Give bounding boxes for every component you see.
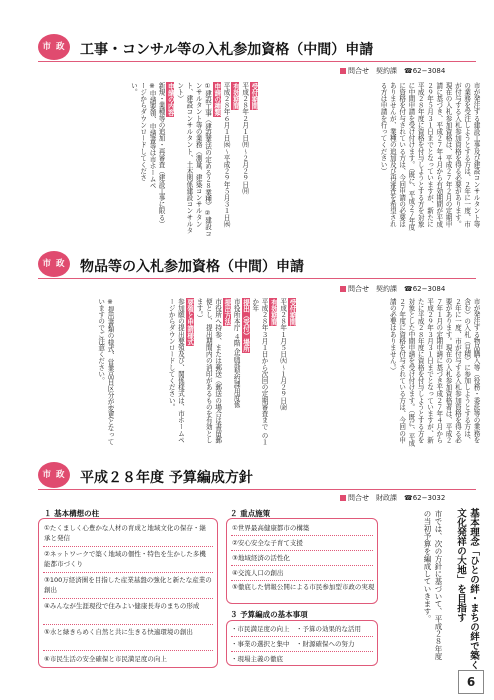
value-valid-period: 平成２８年３月１日から次回の定期審査まで の１か年 [250,298,269,446]
value-valid-period: 平成２８年６月１日㈬〜平成２９年５月３１日㈬ [222,82,231,228]
section-header [38,255,476,279]
info-block [118,298,296,448]
box-title: ２ 重点施策 [230,509,271,518]
box-title: ３ 予算編成の基本事項 [230,610,308,619]
section-body: 市が発注する建設工事及び建設コンサルタント等の業務を受注しようとする方は、２年に一度、市が付与する入札参加資格を得る必要があります。現在の入札参加資格は、平成２７年２月の定期申請に基づき、平成２７年４月から有効期間が平成２９年５月３１日までとなっていますが、新たに平成２８年度に資格を付与しようとする方を対象に中間申請を受け付けます。（既に、平成２７年度に資格を付与されている方は、今回申請の必要はありませんが、業種の追加及び再審査を希望される方は申請を行ってください） [379,82,480,231]
list-item: ④交流人口の創出 [232,569,284,577]
section-body: 市では、次の方針に基づいて、平成２８年度の当初予算を編成していきます。 [423,510,443,660]
square-icon [340,68,346,74]
value-guidelines: 参加願の提出要領及び、関係様式は、市ホームページからダウンロードしてください。 [167,298,185,444]
list-item: ④みんなが生涯現役で住みよい健康長寿のまちの形成 [44,602,200,610]
contact-info: 問合せ 契約課 ☎62−3084 [340,66,445,76]
section-title: 工事・コンサル等の入札参加資格（中間）申請 [80,42,374,58]
list-item: ①たくましく心豊かな人材の育成と地域文化の保存・継承と発信 [44,524,206,542]
label-application-content: 申請の内容 [166,83,175,116]
list-item: ・現場主義の徹底 [231,655,283,663]
label-submission-method: 提出方法 [222,299,231,326]
list-item: ⑤水と緑きらめく自然と共に生きる快適環境の創出 [44,628,193,636]
list-item: ②ネットワークで築く地域の個性・特色を生かした多機能都市づくり [44,550,206,568]
section-body: 市が発注する物品購入等（役務・委託等の業務を含む）の入札（見積）に参加しようとする方は、２年に一度、市が付与する入札参加資格を得る必要があります。現在の入札参加資格者は、平成２７年１月の定期申請に基づき平成２７年４月から平成２９年３月３１日までとなっていますが、新たに平成２８年度に資格を付与しようとする方を対象とした中間申請を受け付けます。（既に、平成２７年度に資格を付与されている方は、今回の申請の必要はありません。） [388,298,480,447]
list-item: ②安心安全な子育て支援 [232,539,303,547]
section-title: 平成２８年度 予算編成方針 [80,470,253,486]
category-badge: 市 政 [38,34,70,60]
value-submission-place: 市役所本庁 ４階 企画部契約課用度係 [232,298,241,408]
list-item: ⑥市民生活の安全確保と市民満足度の向上 [44,655,167,663]
box-title: １ 基本構想の柱 [44,509,100,518]
label-reception-period: 受付期間 [288,299,296,326]
basic-philosophy: 基本理念「ひとの絆・まちの絆で築く文化発祥の大地」を目指す [455,508,479,670]
square-icon [340,495,346,501]
list-item: ⑤徹底した情報公開による市民参加型市政の実現 [232,583,375,591]
note: ※申請要領、申請書等は市ホームページからダウンロードしてください。 [129,82,156,189]
list-item: ・市民満足度の向上 ・予算の効果的な活用 [231,625,361,633]
label-application-type: 申請の種類 [212,83,221,116]
label-reception-period: 受付期間 [250,83,258,110]
category-badge: 市 政 [38,462,70,488]
budget-basics-box [226,620,378,666]
label-valid-period: 有効期間 [269,299,278,326]
section-title: 物品等の入札参加資格（中間）申請 [80,259,304,275]
value-reception-period: 平成２８年１月５日㈫〜１月２９日㈮ [278,298,287,411]
value-application-content: 新規・業種等の追加・再審査（建設工事に限る） [157,82,166,228]
section-header [38,38,476,62]
policy-pillars-box [38,518,218,668]
value-reception-period: 平成２８年２月１日㈪〜２月２９日㈪ [240,82,249,195]
label-submission-place: 提出（受付）場所 [241,299,250,352]
section-header [38,466,476,490]
list-item: ・事業の選択と集中 ・財源確保への努力 [231,640,355,648]
square-icon [340,286,346,292]
page-number: 6 [458,670,484,694]
list-item: ①世界最高健康都市の構築 [232,524,310,532]
list-item: ③100万経済圏を目指した産業基盤の強化と新たな産業の創出 [44,576,212,594]
priority-measures-box [226,518,378,604]
label-guidelines: 要領と申請様式 [185,299,194,346]
note: ※提出書類の様式、営業品目区分が変更となっていますのでご注意ください。 [96,298,114,445]
list-item: ③地域経済の活性化 [232,554,290,562]
label-valid-period: 有効期間 [231,83,240,110]
category-badge: 市 政 [38,251,70,277]
value-application-type: ①建設工事（建設業法の定める２８業種）②建設コンサルタント等の業務（測量、建築コンサルタント、建設コンサルタント、土木関係建設コンサルタント） [175,82,212,237]
value-submission-method: 市役所へ持参、または郵送（郵送の場合は書留郵便とし、提出期間内の消印があるものを有効とします。） [195,298,222,444]
contact-info: 問合せ 契約課 ☎62−3084 [340,284,445,294]
contact-info: 問合せ 財政課 ☎62−3032 [340,493,445,503]
info-block [157,82,258,237]
